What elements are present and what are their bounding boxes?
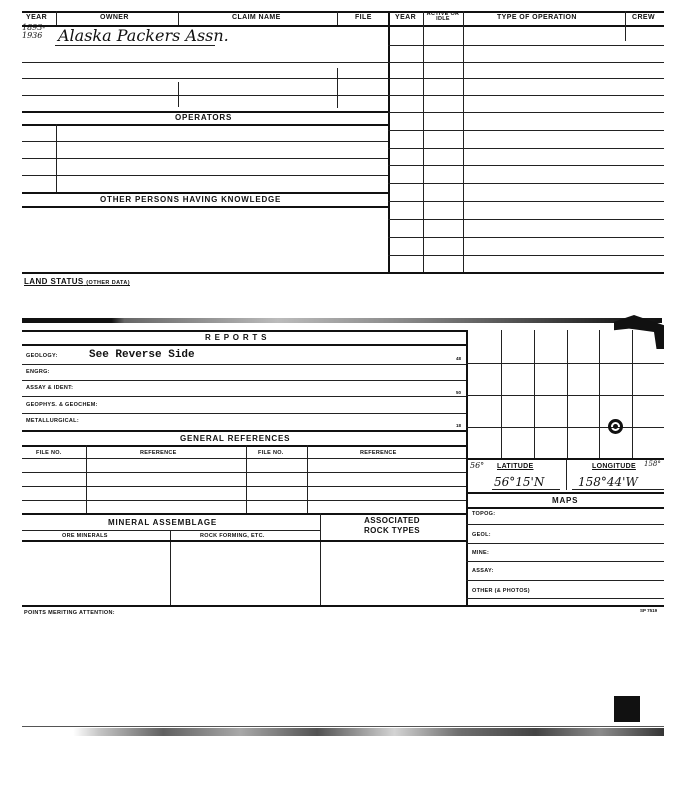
- metallurgical-label: METALLURGICAL:: [26, 418, 79, 424]
- geology-value: See Reverse Side: [89, 349, 195, 361]
- latitude-label: LATITUDE: [497, 463, 534, 470]
- points-meriting-attention-title: POINTS MERITING ATTENTION:: [24, 610, 115, 616]
- maps-geol: GEOL:: [472, 532, 491, 538]
- col-claim-name: CLAIM NAME: [232, 14, 281, 21]
- land-status-title: LAND STATUS: [24, 277, 84, 286]
- col-type-of-operation: TYPE OF OPERATION: [497, 14, 577, 21]
- col-year-right: YEAR: [395, 14, 417, 21]
- col-crew: CREW: [632, 14, 655, 21]
- col-file: FILE: [355, 14, 372, 21]
- grid-label-18: 18: [456, 423, 462, 428]
- rock-forming-label: ROCK FORMING, ETC.: [200, 533, 265, 539]
- col-year: YEAR: [26, 14, 48, 21]
- ore-minerals-label: ORE MINERALS: [62, 533, 108, 539]
- scan-block-bottom-right: [614, 696, 640, 722]
- grid-label-50: 50: [456, 390, 462, 395]
- col-active-idle: ACTIVE OR IDLE: [426, 11, 460, 22]
- land-status-note: (OTHER DATA): [86, 280, 130, 286]
- mineral-assemblage-title: MINERAL ASSEMBLAGE: [108, 518, 218, 527]
- col-owner: OWNER: [100, 14, 129, 21]
- assay-ident-label: ASSAY & IDENT:: [26, 385, 74, 391]
- general-references-title: GENERAL REFERENCES: [180, 434, 291, 443]
- geology-label: GEOLOGY:: [26, 353, 58, 359]
- entry-owner: Alaska Packers Assn.: [58, 26, 229, 45]
- longitude-value: 158°44'W: [578, 475, 638, 489]
- longitude-label: LONGITUDE: [592, 463, 636, 470]
- maps-topog: TOPOG:: [472, 511, 496, 517]
- gr-col-ref-2: REFERENCE: [360, 450, 397, 456]
- grid-label-48: 48: [456, 356, 462, 361]
- other-persons-title: OTHER PERSONS HAVING KNOWLEDGE: [100, 195, 282, 204]
- gr-col-file-1: FILE NO.: [36, 450, 62, 456]
- latitude-value: 56°15'N: [494, 475, 545, 489]
- engrg-label: ENGRG:: [26, 369, 50, 375]
- maps-other: OTHER (& PHOTOS): [472, 588, 530, 594]
- maps-title: MAPS: [552, 496, 579, 505]
- entry-year: 1893- 1936: [22, 23, 46, 40]
- lon-corner: 158°: [644, 460, 661, 468]
- scan-smudge: [22, 318, 662, 323]
- gr-col-ref-1: REFERENCE: [140, 450, 177, 456]
- location-circle-dot: [613, 424, 618, 429]
- form-number: SP 7519: [640, 608, 658, 613]
- gr-col-file-2: FILE NO.: [258, 450, 284, 456]
- geophys-label: GEOPHYS. & GEOCHEM:: [26, 402, 98, 408]
- associated-rock-types-title: ASSOCIATED ROCK TYPES: [363, 516, 420, 535]
- lat-corner: 56°: [470, 461, 485, 470]
- maps-mine: MINE:: [472, 550, 490, 556]
- maps-assay: ASSAY:: [472, 568, 494, 574]
- operators-title: OPERATORS: [175, 113, 233, 122]
- reports-title: R E P O R T S: [205, 333, 268, 342]
- scan-noise-bottom: [22, 728, 664, 736]
